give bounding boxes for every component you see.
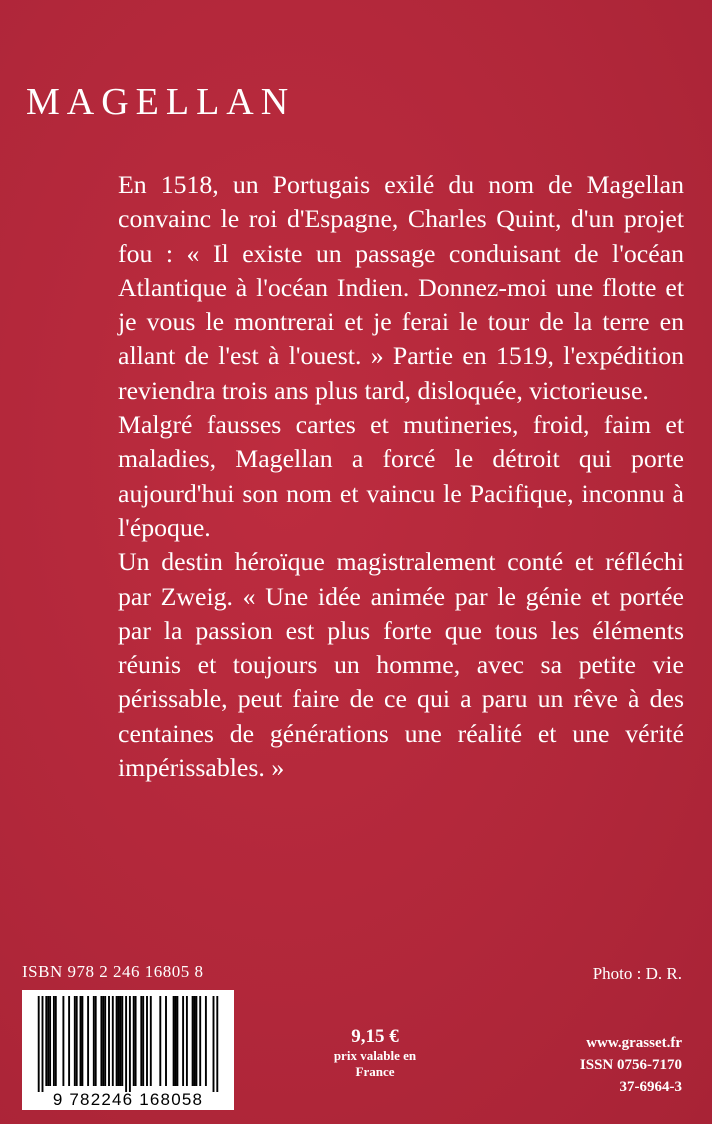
barcode-bar <box>38 996 40 1092</box>
summary-paragraph-1: En 1518, un Portugais exilé du nom de Magellan convainc le roi d'Espagne, Charles Quint, d'un projet fou : « Il existe un passage conduisant de l'océan Atlantique à l'océan Indien. Donnez-moi une flotte et je vous le montrerai et je ferai le tour de la terre en allant de l'est à l'ouest. » Partie en 1519, l'expédition reviendra trois ans plus tard, disloquée, victorieuse. <box>118 170 684 405</box>
barcode-bar <box>182 996 184 1086</box>
barcode <box>22 990 234 1110</box>
barcode-bar <box>112 996 114 1086</box>
barcode-bar <box>142 996 144 1086</box>
barcode-bar <box>116 996 118 1086</box>
barcode-graphic <box>22 990 234 1110</box>
barcode-bar <box>74 996 76 1086</box>
publisher-info <box>580 1032 682 1098</box>
barcode-bar <box>81 996 83 1086</box>
barcode-bar <box>62 996 64 1086</box>
issn-number: ISSN 0756-7170 <box>579 1057 682 1073</box>
barcode-bar <box>199 996 201 1086</box>
summary-paragraph-2: Malgré fausses cartes et mutineries, froid, faim et maladies, Magellan a forcé le détroit qui porte aujourd'hui son nom et vaincu le Pacifique, inconnu à l'époque. <box>118 410 684 542</box>
barcode-bar <box>129 996 131 1092</box>
barcode-bar <box>194 996 196 1086</box>
publisher-website: www.grasset.fr <box>586 1035 682 1051</box>
barcode-bar <box>45 996 47 1086</box>
barcode-bar <box>53 996 55 1086</box>
barcode-bar <box>133 996 135 1086</box>
photo-credit: Photo : D. R. <box>592 964 682 983</box>
barcode-bar <box>140 996 142 1086</box>
barcode-bar <box>205 996 207 1086</box>
barcode-digits: 9 782246 168058 <box>52 1090 204 1109</box>
reference-code: 37-6964-3 <box>619 1079 682 1095</box>
barcode-bar <box>216 996 218 1092</box>
barcode-bar <box>165 996 167 1086</box>
barcode-bar <box>192 996 194 1086</box>
barcode-bar <box>108 996 110 1086</box>
barcode-bar <box>68 996 70 1086</box>
barcode-bar <box>186 996 188 1086</box>
barcode-bars <box>38 996 219 1092</box>
barcode-bar <box>176 996 178 1086</box>
barcode-bar <box>49 996 51 1086</box>
price: 9,15 € <box>351 1026 399 1047</box>
book-summary <box>118 168 684 785</box>
barcode-bar <box>135 996 137 1086</box>
barcode-bar <box>95 996 97 1086</box>
barcode-bar <box>93 996 95 1086</box>
barcode-bar <box>195 996 197 1086</box>
price-note-line-1: prix valable en <box>333 1048 417 1063</box>
barcode-bar <box>87 996 89 1086</box>
barcode-bar <box>125 996 127 1092</box>
barcode-bar <box>150 996 152 1086</box>
barcode-bar <box>42 996 44 1092</box>
summary-paragraph-3: Un destin héroïque magistralement conté et réfléchi par Zweig. « Une idée animée par le génie et portée par la passion est plus forte que tous les éléments réunis et toujours un homme, avec sa petite vie périssable, peut faire de ce qui a paru un rêve à des centaines de générations une réalité et une vérité impérissables. » <box>118 547 684 783</box>
barcode-bar <box>80 996 82 1086</box>
barcode-bar <box>118 996 120 1086</box>
barcode-bar <box>119 996 121 1086</box>
barcode-bar <box>76 996 78 1086</box>
barcode-bar <box>173 996 175 1086</box>
barcode-bar <box>104 996 106 1086</box>
barcode-bar <box>55 996 57 1086</box>
barcode-bar <box>213 996 215 1092</box>
barcode-bar <box>159 996 161 1086</box>
barcode-bar <box>47 996 49 1086</box>
barcode-bar <box>100 996 102 1086</box>
barcode-bar <box>121 996 123 1086</box>
book-title: MAGELLAN <box>26 81 296 123</box>
barcode-bar <box>146 996 148 1086</box>
isbn-number: ISBN 978 2 246 16805 8 <box>22 962 204 981</box>
barcode-bar <box>102 996 104 1086</box>
barcode-bar <box>175 996 177 1086</box>
price-block <box>320 1026 430 1080</box>
price-note-line-2: France <box>355 1064 395 1079</box>
